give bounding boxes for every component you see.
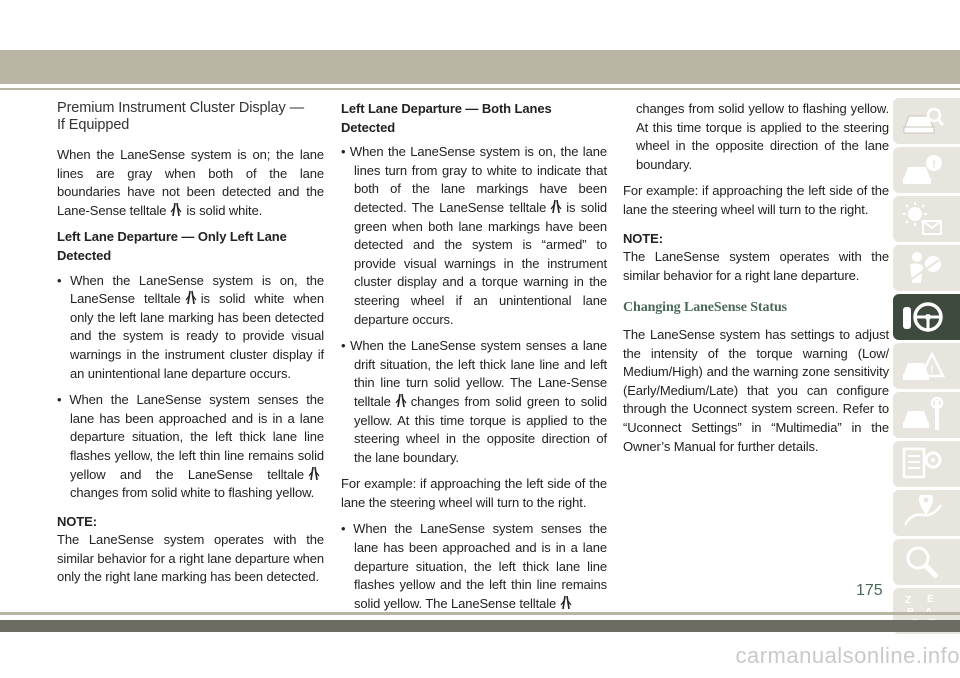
bullet-item <box>341 143 607 329</box>
note-label: NOTE: <box>623 230 663 246</box>
bullet-item <box>341 520 607 613</box>
tab-airbag-person[interactable] <box>893 245 960 291</box>
lanesense-telltale-icon <box>184 290 198 305</box>
example-paragraph: For example: if approaching the left side of the lane the steering wheel will turn to the right. <box>341 476 607 510</box>
svg-text:!: ! <box>932 157 936 171</box>
status-paragraph: The LaneSense system has settings to adjust the intensity of the torque warning (Low/ Medium/High) and the warning zone sensitivity (Early/Medium/Late) that you can configure through the Uconnect system screen. Refer to “Uconnect Settings” in “Multimedia” in the Owner’s Manual for further details. <box>623 326 889 454</box>
bullet-item <box>57 272 324 384</box>
note-text: The LaneSense system operates with the similar behavior for a right lane departure when only the right lane marking has been detected. <box>57 532 324 585</box>
car-wrench-icon <box>901 397 945 433</box>
tab-list-gear[interactable] <box>893 441 960 487</box>
car-search-icon <box>901 103 945 139</box>
tab-steering-wheel[interactable] <box>893 294 960 340</box>
intro-paragraph <box>57 146 324 220</box>
svg-text:!: ! <box>930 364 934 376</box>
header-rule <box>0 88 960 90</box>
text: • When the LaneSense system senses a lane drift situation, the left thick lane line and left thin line turn solid yellow. The Lane-Sense telltale <box>341 338 607 409</box>
section-title-line-2: If Equipped <box>57 117 130 133</box>
header-band <box>0 50 960 84</box>
watermark: carmanualsonline.info <box>735 643 960 668</box>
footer-band <box>0 620 960 632</box>
sun-signal-icon <box>901 201 945 237</box>
text: When the LaneSense system is on; the lane lines are gray when both of the lane boundaries have not been detected and the Lane-Sense telltale <box>57 147 324 218</box>
bullet-item <box>57 391 324 503</box>
note-text: The LaneSense system operates with the similar behavior for a right lane departure. <box>623 249 889 283</box>
text: is solid white. <box>186 202 263 218</box>
text: • When the LaneSense system senses the lane has been approached and is in a lane departure situation, the left thick lane line flashes yellow and the left thin line remains solid yellow. The LaneSense telltale <box>341 521 607 611</box>
bullet-item <box>341 337 607 467</box>
tab-car-wrench[interactable] <box>893 392 960 438</box>
lanesense-telltale-icon <box>559 595 573 610</box>
lanesense-telltale-icon <box>549 199 563 214</box>
road-warning-icon <box>901 348 945 384</box>
text: • When the LaneSense system senses the lane has been approached and is in a lane departure situation, the left thick lane line flashes yellow, the left thin line remains solid yellow and the LaneSense telltale <box>57 392 324 482</box>
car-warning-icon <box>901 152 945 188</box>
text: • When the LaneSense system is on, the lane lines turn from gray to white to indicate that both of the lane markings have been detected. The LaneSense telltale <box>341 144 607 215</box>
list-gear-icon <box>901 446 945 482</box>
tab-car-warning[interactable] <box>893 147 960 193</box>
tab-map-pin[interactable] <box>893 490 960 536</box>
chapter-tabs <box>893 98 960 637</box>
lanesense-telltale-icon <box>394 393 408 408</box>
continued-bullet-text: changes from solid yellow to flashing yellow. At this time torque is applied to the steering wheel in the opposite direction of the lane boundary. <box>636 101 889 172</box>
svg-text:Z: Z <box>905 595 912 606</box>
lanesense-telltale-icon <box>307 466 321 481</box>
example-paragraph: For example: if approaching the left side of the lane the steering wheel will turn to the right. <box>623 183 889 217</box>
column-left <box>57 100 324 595</box>
svg-text:E: E <box>927 594 934 605</box>
text: changes from solid white to flashing yellow. <box>70 485 315 501</box>
tab-magnifier[interactable] <box>893 539 960 585</box>
steering-wheel-icon <box>901 299 945 335</box>
tab-car-search[interactable] <box>893 98 960 144</box>
map-pin-icon <box>901 495 945 531</box>
subheading-left-only: Left Lane Departure — Only Left Lane Detected <box>57 229 287 263</box>
section-title-changing-status: Changing LaneSense Status <box>623 300 787 316</box>
page-number: 175 <box>856 582 883 599</box>
airbag-person-icon <box>901 250 945 286</box>
lanesense-telltale-icon <box>169 202 183 217</box>
tab-road-warning[interactable] <box>893 343 960 389</box>
text: is solid green when both lane markings have been detected and the system is “armed” to provide visual warnings in the instrument cluster display and a torque warning in the steering wheel if an unintentional lane departure occurs. <box>354 199 607 327</box>
text: changes from solid green to solid yellow. At this time torque is applied to the steering wheel in the opposite direction of the lane boundary. <box>354 393 607 465</box>
tab-sun-signal[interactable] <box>893 196 960 242</box>
note-label: NOTE: <box>57 513 97 529</box>
column-middle <box>341 100 607 621</box>
magnifier-icon <box>901 544 945 580</box>
section-title-premium-cluster <box>57 100 324 134</box>
section-title-line-1: Premium Instrument Cluster Display — <box>57 100 304 116</box>
footer-rule <box>0 612 960 615</box>
column-right <box>623 100 889 464</box>
text: is solid white when only the left lane marking has been detected and the system is ready to provide visual warnings in the instrument cluster display if an unintentional lane departure occurs. <box>70 291 324 381</box>
subheading-both-lanes: Left Lane Departure — Both Lanes Detected <box>341 101 552 135</box>
text: • When the LaneSense system is on, the LaneSense telltale <box>57 272 324 307</box>
